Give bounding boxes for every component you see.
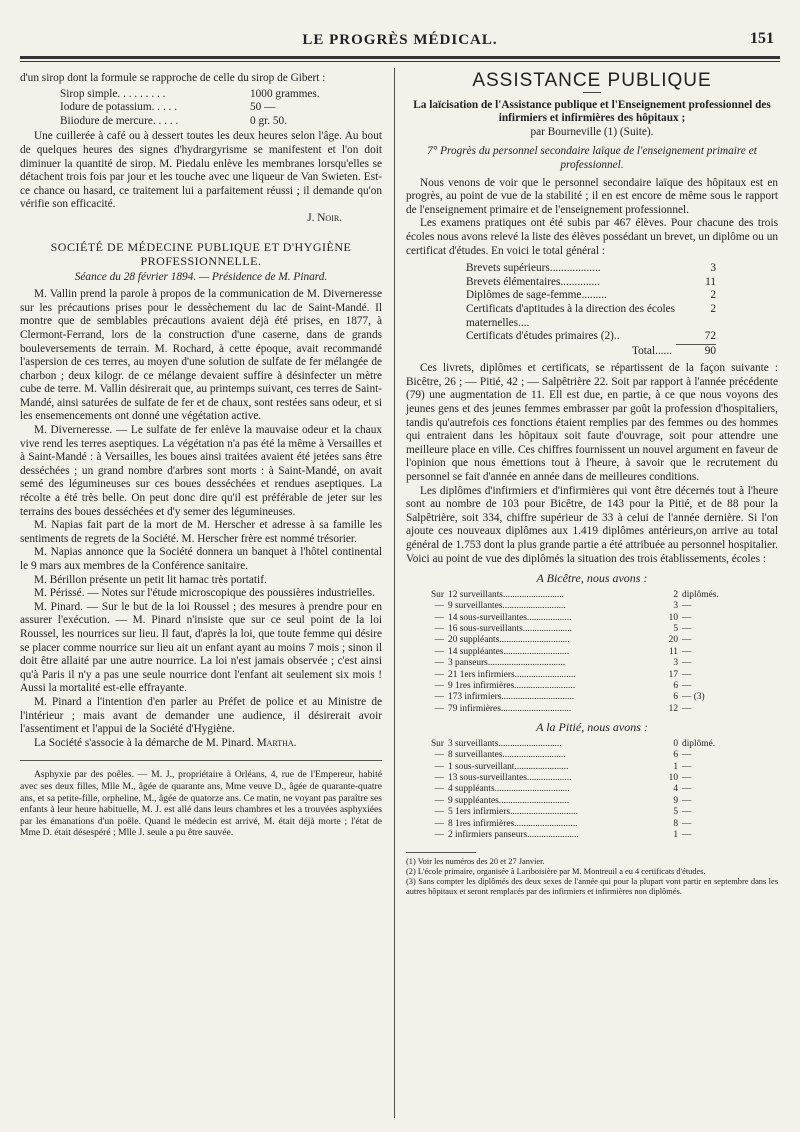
staff-pre: —: [434, 658, 444, 669]
staff-row: [418, 613, 758, 624]
staff-txt: 16 sous-surveillants.....................: [448, 624, 572, 634]
footnote: (3) Sans compter les diplômés des deux sexes de l'année qui pour la plupart vont partir en septembre dans les autres hôpitaux et seront remplacés par des infirmiers et infirmières non diplômés.: [406, 876, 778, 896]
formula-row: Sirop simple. . . . . . . . . 1000 grammes.: [60, 87, 320, 100]
bicetre-heading: A Bicêtre, nous avons :: [536, 571, 648, 586]
article-author: par Bourneville (1) (Suite).: [530, 125, 654, 138]
paragraph: M. Napias annonce que la Société donnera un banquet à l'hôtel continental le 9 mars aux membres de la Conférence sanitaire.: [20, 546, 382, 572]
staff-unit: —: [682, 624, 692, 634]
society-title: SOCIÉTÉ DE MÉDECINE PUBLIQUE ET D'HYGIÈNE PROFESSIONNELLE.: [50, 239, 352, 268]
section-rule: [20, 760, 382, 761]
stats-row: Certificats d'aptitudes à la direction des écoles maternelles.... 2: [466, 302, 716, 329]
staff-txt: 21 1ers infirmiers..........................: [448, 669, 576, 680]
staff-row: [418, 590, 758, 601]
staff-row: [418, 750, 758, 761]
staff-txt: 3 panseurs.................................: [448, 658, 566, 669]
header-rule: [20, 56, 780, 62]
footnote-rule: [406, 852, 476, 853]
stats-table: [466, 262, 716, 358]
staff-row: [418, 704, 758, 715]
staff-txt: 8 surveillantes...........................: [448, 750, 566, 761]
formula: [20, 88, 382, 129]
staff-unit: —: [682, 658, 692, 669]
news-item: Asphyxie par des poêles. — M. J., propriétaire à Orléans, 4, rue de l'Empereur, habité avec ses deux filles, Mlle M., âgée de quarante ans, Mme veuve D., âgée de quarante-quatre ans, et sa petite-fille, orpheline, M., âgée de quatorze ans. Ce matin, ne voyant pas paraître ses enfants à leur heure habituelle, M. J. est allé dans leurs chambres et les a trouvées asphyxiées par les émanations d'un poêle. Quand le médecin est arrivé, M. était déjà morte ; l'état de Mme D. était désespéré ; Mlle J. seule a pu être sauvée.: [20, 769, 382, 839]
staff-pre: Sur: [430, 589, 444, 600]
paragraph: Les examens pratiques ont été subis par 467 élèves. Pour chacune des trois écoles nous avons relevé la liste des élèves possédant un brevet, un diplôme ou un certificat d'études. En voici le total général :: [406, 217, 778, 257]
staff-pre: —: [434, 703, 444, 714]
staff-unit: —: [682, 635, 692, 646]
staff-row: [418, 819, 758, 830]
staff-pre: —: [434, 692, 444, 703]
staff-txt: 2 infirmiers panseurs......................: [448, 830, 579, 841]
staff-cnt: 3: [673, 658, 678, 669]
staff-txt: 13 sous-surveillantes...................: [448, 773, 572, 784]
newspaper-page: [20, 28, 780, 1118]
intro-text: d'un sirop dont la formule se rapproche de celle du sirop de Gibert :: [20, 72, 326, 84]
staff-pre: —: [434, 601, 444, 612]
staff-cnt: 3: [673, 601, 678, 612]
staff-row: [418, 773, 758, 784]
staff-cnt: 10: [668, 612, 678, 623]
staff-unit: —: [682, 784, 692, 795]
staff-pre: —: [434, 784, 444, 795]
staff-row: [418, 739, 758, 750]
left-column: [20, 72, 382, 839]
staff-row: [418, 670, 758, 681]
staff-cnt: 5: [673, 624, 678, 634]
stats-row: Certificats d'études primaires (2).. 72: [466, 330, 716, 343]
paragraph: M. Pinard. — Sur le but de la loi Roussel ; des mesures à prendre pour en assurer l'exécution. — M. Pinard n'insiste que sur ce seul point de la loi Roussel, les nourrices sur lieu. Il faut, d'après la loi, que toute femme qui désire se placer comme nourrice sur lieu ait un enfant ayant au moins 7 mois ; sinon il doit être allaité par une autre nourrice. La loi n'est jamais observée ; c'est ainsi qu'à Paris il n'y a pas une seule nourrice dont l'enfant ait seulement six mois ! Aussi la mortalité est-elle effrayante.: [20, 600, 382, 695]
journal-title: LE PROGRÈS MÉDICAL.: [302, 32, 498, 48]
paragraph: M. Pinard a l'intention d'en parler au Préfet de police et au Ministre de l'intérieur ; mais avant de demander une audience, il désirerait avoir l'assentiment et l'appui de la Société d'Hygiène.: [20, 695, 382, 736]
staff-row: [418, 807, 758, 818]
staff-unit: diplômés.: [682, 589, 719, 600]
footnote: (1) Voir les numéros des 20 et 27 Janvier.: [406, 856, 545, 866]
paragraph: M. Bérillon présente un petit lit hamac très portatif.: [34, 573, 267, 586]
staff-cnt: 4: [673, 784, 678, 795]
staff-row: [418, 635, 758, 646]
bicetre-list: [418, 590, 758, 715]
staff-pre: —: [434, 750, 444, 761]
staff-pre: —: [434, 635, 444, 646]
staff-txt: 9 surveillantes...........................: [448, 601, 566, 612]
staff-row: [418, 796, 758, 807]
staff-row: [418, 762, 758, 773]
staff-cnt: 6: [673, 750, 678, 761]
staff-unit: —: [682, 795, 692, 806]
staff-txt: 9 1res infirmières..........................: [448, 681, 576, 692]
staff-cnt: 6: [673, 681, 678, 692]
staff-txt: 3 surveillants...........................: [448, 738, 562, 749]
staff-cnt: 5: [673, 807, 678, 818]
formula-row: Iodure de potassium. . . . . 50 —: [60, 101, 276, 114]
staff-unit: —: [682, 601, 692, 612]
staff-pre: —: [434, 773, 444, 784]
staff-row: [418, 681, 758, 692]
staff-unit: —: [682, 761, 692, 772]
staff-pre: —: [434, 669, 444, 680]
signature: Martha.: [256, 736, 297, 749]
stats-row: Brevets supérieurs.................. 3: [466, 262, 716, 275]
staff-unit: —: [682, 818, 692, 829]
staff-unit: —: [682, 646, 692, 657]
staff-txt: 9 suppléantes..............................: [448, 795, 570, 806]
staff-pre: —: [434, 624, 444, 634]
paragraph: M. Diverneresse. — Le sulfate de fer enlève la mauvaise odeur et la chaux vive rend les terres aseptiques. La végétation n'a pas été la même à Versailles et à Saint-Mandé : à Versailles, les boues ainsi traitées avaient été jetées sans être desséchées ; un grand nombre d'arbres sont morts : à Saint-Mandé, on avait semé des légumineuses sur ces boues desséchées et rendues aseptiques. La récolte a été très belle. On peut donc dire qu'il est préférable de jeter sur les terrains des boues desséchées et d'y semer des légumineuses.: [20, 424, 382, 518]
page-number: 151: [750, 30, 774, 47]
paragraph: M. Périssé. — Notes sur l'étude microscopique des poussières industrielles.: [34, 587, 375, 600]
staff-unit: —: [682, 681, 692, 692]
staff-txt: 4 suppléants................................: [448, 784, 570, 795]
staff-pre: —: [434, 646, 444, 657]
staff-unit: —: [682, 703, 692, 714]
staff-pre: —: [434, 681, 444, 692]
staff-cnt: 9: [673, 795, 678, 806]
staff-row: [418, 601, 758, 612]
right-column: [406, 72, 778, 897]
staff-cnt: 12: [668, 703, 678, 714]
staff-pre: —: [434, 807, 444, 818]
page-header: [20, 28, 780, 52]
staff-txt: 79 infirmières..............................: [448, 703, 572, 714]
staff-txt: 173 infirmiers...............................: [448, 692, 575, 703]
staff-txt: 1 sous-surveillant.......................: [448, 761, 569, 772]
staff-unit: —: [682, 830, 692, 841]
staff-txt: 5 1ers infirmiers.............................: [448, 807, 578, 818]
paragraph: M. Vallin prend la parole à propos de la communication de M. Diverneresse sur les précautions prises pour le dessèchement du lac de Saint-Mandé. Il montre que de semblables précautions avaient déjà été prises, en 1877, à Clermont-Ferrand, lors de la construction d'une caserne, dans de grands bouleversements de terrain. M. Rochard, à cette époque, avait recommandé l'aspersion de ces terres, au moyen d'une solution de sulfate de fer mélangée de charbon ; deux kilogr. de ce mélange devaient suffire à désinfecter un mètre cube de terre. M. Vallin désirerait que, au printemps suivant, ces terres de Saint-Mandé, ainsi saturées de sulfate de fer et de chaux, sont restées sans odeur, et si les ensemencements ont donné une végétation active.: [20, 288, 382, 423]
staff-unit: —: [682, 669, 692, 680]
seance-line: Séance du 28 février 1894. — Présidence de M. Pinard.: [74, 270, 328, 283]
stats-row: Brevets élémentaires.............. 11: [466, 275, 716, 288]
section-title: ASSISTANCE PUBLIQUE: [472, 70, 712, 91]
signature: J. Noir.: [307, 211, 342, 224]
staff-row: [418, 647, 758, 658]
staff-pre: Sur: [430, 738, 444, 749]
staff-cnt: 10: [668, 773, 678, 784]
staff-pre: —: [434, 818, 444, 829]
footnote: (2) L'école primaire, organisée à Lariboisière par M. Montreuil a eu 4 certificats d'études.: [406, 866, 706, 876]
staff-cnt: 1: [673, 761, 678, 772]
staff-cnt: 11: [668, 646, 678, 657]
staff-txt: 20 suppléants..............................: [448, 635, 570, 646]
staff-pre: —: [434, 761, 444, 772]
paragraph: Ces livrets, diplômes et certificats, se répartissent de la façon suivante : Bicêtre, 26 ; — Pitié, 42 ; — Salpêtrière 22. Soit par rapport à l'année précédente (79) une augmentation de 11. Ell est due, en partie, à ce que nous voyons des jeunes gens et des jeunes femmes embrasser par goût la profession d'hospitaliers, tandis qu'autrefois ces fonctions étaient remplies par des femmes ou des hommes qui entraient dans les hôpitaux soit faute d'ouvrage, soit pour attendre une meilleure place en ville. Ces chiffres fournissent un nouvel argument en faveur de l'opinion que nous émettions tout à l'heure, à savoir que le recrutement du personnel se fait d'année en année dans de meilleures conditions.: [406, 362, 778, 484]
staff-cnt: 6: [673, 692, 678, 703]
article-subtitle: La laïcisation de l'Assistance publique et l'Enseignement professionnel des infirmiers et infirmières des hôpitaux ;: [413, 98, 771, 125]
paragraph: Les diplômes d'infirmiers et d'infirmières qui vont être décernés tout à l'heure sont au nombre de 103 pour Bicêtre, de 143 pour la Pitié, et de 88 pour la Salpêtrière, soit 334, chiffre supérieur de 33 à celui de l'année dernière. Si l'on ajoute ces nouveaux diplômes aux 1.419 diplômes antérieurs,on arrive au total général de 1.753 dont la plus grande partie a été attribuée au personnel hospitalier. Voici au point de vue des diplômés la situation des trois établissements, écoles :: [406, 484, 778, 565]
staff-unit: —: [682, 612, 692, 623]
formula-row: Biiodure de mercure. . . . . 0 gr. 50.: [60, 114, 288, 127]
staff-unit: — (3): [682, 692, 705, 703]
paragraph: Une cuillerée à café ou à dessert toutes les deux heures selon l'âge. Au bout de quelques heures des signes d'hydrargyrisme se manifestent et l'on doit diminuer la quantité de sirop. M. Piedalu enlève les membranes lorsqu'elles se détachent trois fois par jour et les touche avec une liqueur de Van Swieten. Est-ce chance ou hasard, ce traitement lui a parfaitement réussi ; il demande qu'on vérifie son efficacité.: [20, 130, 382, 211]
staff-cnt: 17: [668, 669, 678, 680]
staff-cnt: 2: [673, 589, 678, 600]
staff-txt: 12 surveillants..........................: [448, 589, 564, 600]
staff-row: [418, 830, 758, 841]
staff-cnt: 20: [668, 635, 678, 646]
staff-row: [418, 784, 758, 795]
stats-total-row: Total...... 90: [632, 344, 716, 357]
footnotes: [406, 857, 778, 897]
subsection-heading: 7° Progrès du personnel secondaire laïque de l'enseignement primaire et professionnel.: [427, 145, 757, 171]
staff-row: [418, 624, 758, 635]
staff-unit: —: [682, 773, 692, 784]
paragraph: Nous venons de voir que le personnel secondaire laïque des hôpitaux est en progrès, au point de vue de la stabilité ; il en est encore de même sous le rapport de l'enseignement primaire et de l'enseignement professionnel.: [406, 176, 778, 216]
pitie-heading: A la Pitié, nous avons :: [536, 720, 648, 735]
staff-txt: 14 sous-surveillantes...................: [448, 612, 572, 623]
title-dash: [583, 92, 601, 93]
staff-row: [418, 658, 758, 669]
staff-unit: —: [682, 750, 692, 761]
staff-cnt: 8: [673, 818, 678, 829]
staff-row: [418, 692, 758, 703]
paragraph: M. Napias fait part de la mort de M. Herscher et adresse à sa famille les sentiments de regrets de la Société. M. Herscher frère est nommé trésorier.: [20, 519, 382, 545]
staff-txt: 14 suppléantes............................: [448, 646, 570, 657]
staff-pre: —: [434, 830, 444, 841]
staff-pre: —: [434, 795, 444, 806]
staff-pre: —: [434, 612, 444, 623]
staff-cnt: 0: [673, 738, 678, 749]
column-divider: [394, 68, 395, 1118]
staff-cnt: 1: [673, 830, 678, 841]
stats-row: Diplômes de sage-femme......... 2: [466, 289, 716, 302]
staff-unit: diplômé.: [682, 738, 716, 749]
pitie-list: [418, 739, 758, 842]
paragraph: La Société s'associe à la démarche de M. Pinard. Martha.: [34, 736, 297, 749]
staff-txt: 8 1res infirmières...........................: [448, 818, 578, 829]
staff-unit: —: [682, 807, 692, 818]
